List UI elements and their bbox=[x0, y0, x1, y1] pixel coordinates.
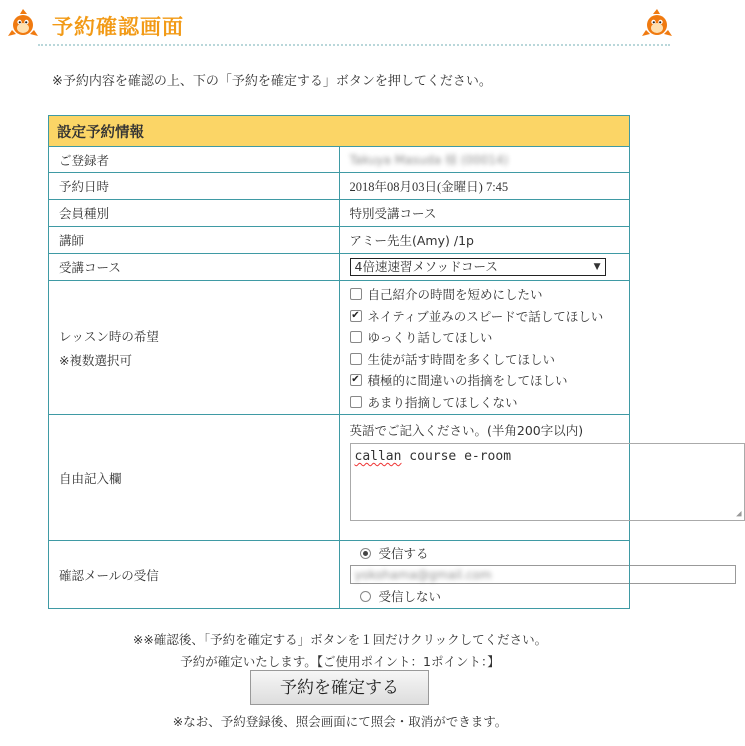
wishes-row bbox=[49, 281, 630, 415]
confirm-reservation-button[interactable]: 予約を確定する bbox=[250, 670, 429, 705]
table-header-row bbox=[49, 116, 630, 147]
goldfish-left-icon bbox=[8, 8, 38, 40]
email-row bbox=[49, 541, 630, 609]
free-text-value-rest: course e-room bbox=[401, 449, 512, 464]
email-no-receive-label: 受信しない bbox=[378, 589, 442, 604]
registrant-row bbox=[49, 147, 630, 173]
radio-selected[interactable] bbox=[360, 548, 371, 559]
intro-text: ※予約内容を確認の上、下の「予約を確定する」ボタンを押してください。 bbox=[52, 74, 492, 89]
email-address-value: yokohama@gmail.com bbox=[354, 567, 492, 582]
table-header: 設定予約情報 bbox=[49, 116, 630, 147]
wish-option[interactable] bbox=[350, 348, 620, 370]
wish-option-label: あまり指摘してほしくない bbox=[367, 394, 518, 410]
checkbox-unchecked[interactable] bbox=[350, 353, 362, 365]
free-text-label: 自由記入欄 bbox=[49, 415, 340, 541]
date-value: 2018年08月03日(金曜日) 7:45 bbox=[339, 173, 630, 200]
resize-grip-icon[interactable]: ◢ bbox=[736, 509, 742, 519]
email-label: 確認メールの受信 bbox=[49, 541, 340, 609]
member-type-value: 特別受講コース bbox=[339, 200, 630, 227]
course-row bbox=[49, 254, 630, 281]
checkbox-checked-icon[interactable]: ✔ bbox=[351, 374, 360, 386]
course-label: 受講コース bbox=[49, 254, 340, 281]
wish-option-label: 積極的に間違いの指摘をしてほしい bbox=[367, 373, 568, 389]
checkbox-unchecked[interactable] bbox=[350, 396, 362, 408]
points-note: 予約が確定いたします。【ご使用ポイント：1ポイント：】 bbox=[180, 654, 500, 669]
email-receive-label: 受信する bbox=[378, 546, 429, 561]
course-select[interactable] bbox=[350, 258, 606, 276]
member-type-label: 会員種別 bbox=[49, 200, 340, 227]
wishes-label: レッスン時の希望 bbox=[59, 328, 159, 344]
page-title: 予約確認画面 bbox=[52, 15, 184, 39]
teacher-row bbox=[49, 227, 630, 254]
email-address-input[interactable] bbox=[350, 565, 736, 584]
cancel-note: ※なお、予約登録後、照会画面にて照会・取消ができます。 bbox=[172, 714, 508, 729]
checkbox-checked-icon[interactable]: ✔ bbox=[351, 309, 360, 321]
checkbox-unchecked[interactable] bbox=[350, 288, 362, 300]
member-type-row bbox=[49, 200, 630, 227]
date-label: 予約日時 bbox=[49, 173, 340, 200]
wish-option[interactable] bbox=[350, 305, 620, 327]
date-row bbox=[49, 173, 630, 200]
dropdown-arrow-icon: ▼ bbox=[593, 262, 601, 272]
radio-unselected[interactable] bbox=[360, 591, 371, 602]
wish-option[interactable] bbox=[350, 370, 620, 392]
wishes-sublabel: ※複数選択可 bbox=[59, 352, 132, 368]
registrant-label: ご登録者 bbox=[49, 147, 340, 173]
wish-option[interactable] bbox=[350, 284, 620, 306]
email-no-receive-option[interactable] bbox=[350, 586, 620, 606]
course-select-value: 4倍速速習メソッドコース bbox=[354, 259, 498, 274]
wish-option[interactable] bbox=[350, 391, 620, 413]
free-text-hint: 英語でご記入ください。(半角200字以内) bbox=[349, 423, 584, 438]
confirm-note: ※※確認後、「予約を確定する」ボタンを１回だけクリックしてください。 bbox=[132, 632, 548, 647]
reservation-table bbox=[48, 115, 742, 609]
free-text-value-word: callan bbox=[354, 449, 402, 464]
free-text-textarea[interactable] bbox=[350, 443, 745, 521]
wish-option-label: 自己紹介の時間を短めにしたい bbox=[367, 287, 543, 303]
wish-option-label: 生徒が話す時間を多くしてほしい bbox=[367, 351, 556, 367]
email-receive-option[interactable] bbox=[350, 543, 620, 563]
wish-option-label: ネイティブ並みのスピードで話してほしい bbox=[367, 308, 604, 324]
checkbox-unchecked[interactable] bbox=[350, 331, 362, 343]
free-text-row bbox=[49, 415, 630, 541]
goldfish-right-icon bbox=[642, 8, 672, 40]
wish-option-label: ゆっくり話してほしい bbox=[367, 330, 493, 346]
wish-option[interactable] bbox=[350, 327, 620, 349]
teacher-label: 講師 bbox=[49, 227, 340, 254]
registrant-value: Takuya Masuda 様 (00014) bbox=[349, 153, 509, 167]
teacher-value: アミー先生(Amy) /1p bbox=[339, 227, 630, 254]
title-divider bbox=[38, 44, 670, 46]
